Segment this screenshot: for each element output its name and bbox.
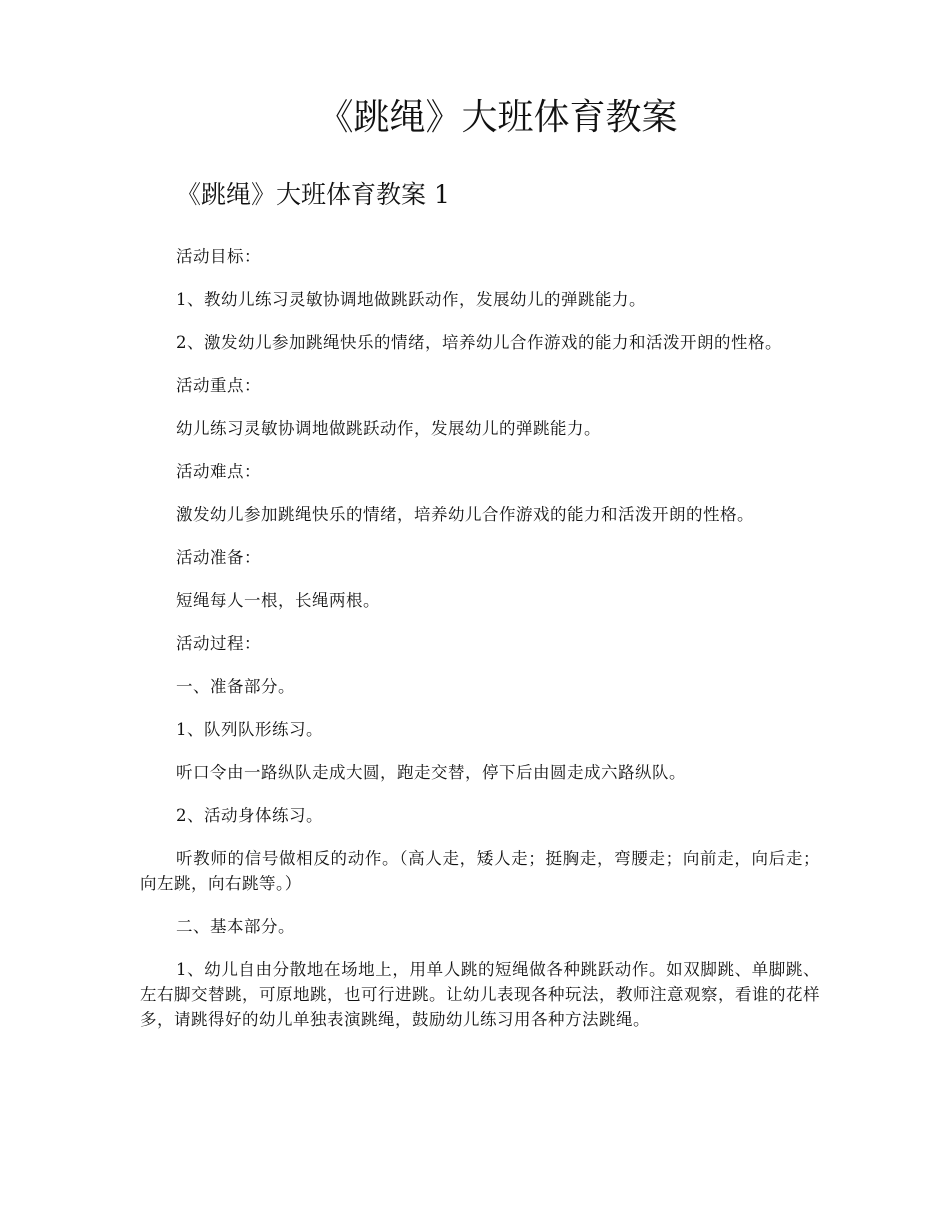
paragraph-preparation: 短绳每人一根，长绳两根。 bbox=[176, 591, 380, 610]
paragraph-part-1-heading: 一、准备部分。 bbox=[176, 677, 295, 696]
paragraph-goal-2: 2、激发幼儿参加跳绳快乐的情绪，培养幼儿合作游戏的能力和活泼开朗的性格。 bbox=[176, 333, 782, 352]
paragraph-focus-heading: 活动重点： bbox=[176, 376, 261, 395]
paragraph-goal-1: 1、教幼儿练习灵敏协调地做跳跃动作，发展幼儿的弹跳能力。 bbox=[176, 290, 646, 309]
document-title: 《跳绳》大班体育教案 bbox=[317, 97, 678, 138]
paragraph-part-1-step-1: 1、队列队形练习。 bbox=[176, 720, 323, 739]
section-title: 《跳绳》大班体育教案 1 bbox=[176, 180, 450, 209]
paragraph-part-1-step-2-detail: 听教师的信号做相反的动作。（高人走，矮人走；挺胸走，弯腰走；向前走，向后走；向左跳，向右跳等。） bbox=[140, 849, 820, 893]
paragraph-difficulty: 激发幼儿参加跳绳快乐的情绪，培养幼儿合作游戏的能力和活泼开朗的性格。 bbox=[176, 505, 754, 524]
paragraph-part-1-step-1-detail: 听口令由一路纵队走成大圆，跑走交替，停下后由圆走成六路纵队。 bbox=[176, 763, 686, 782]
paragraph-goal-heading: 活动目标： bbox=[176, 247, 261, 266]
paragraph-part-2-step-1: 1、幼儿自由分散地在场地上，用单人跳的短绳做各种跳跃动作。如双脚跳、单脚跳、左右脚交替跳，可原地跳，也可行进跳。让幼儿表现各种玩法，教师注意观察，看谁的花样多，请跳得好的幼儿单独表演跳绳，鼓励幼儿练习用各种方法跳绳。 bbox=[140, 960, 820, 1029]
paragraph-part-2-heading: 二、基本部分。 bbox=[176, 917, 295, 936]
paragraph-preparation-heading: 活动准备： bbox=[176, 548, 261, 567]
document-body bbox=[140, 244, 820, 1050]
paragraph-process-heading: 活动过程： bbox=[176, 634, 261, 653]
paragraph-difficulty-heading: 活动难点： bbox=[176, 462, 261, 481]
paragraph-focus: 幼儿练习灵敏协调地做跳跃动作，发展幼儿的弹跳能力。 bbox=[176, 419, 601, 438]
paragraph-part-1-step-2: 2、活动身体练习。 bbox=[176, 806, 323, 825]
